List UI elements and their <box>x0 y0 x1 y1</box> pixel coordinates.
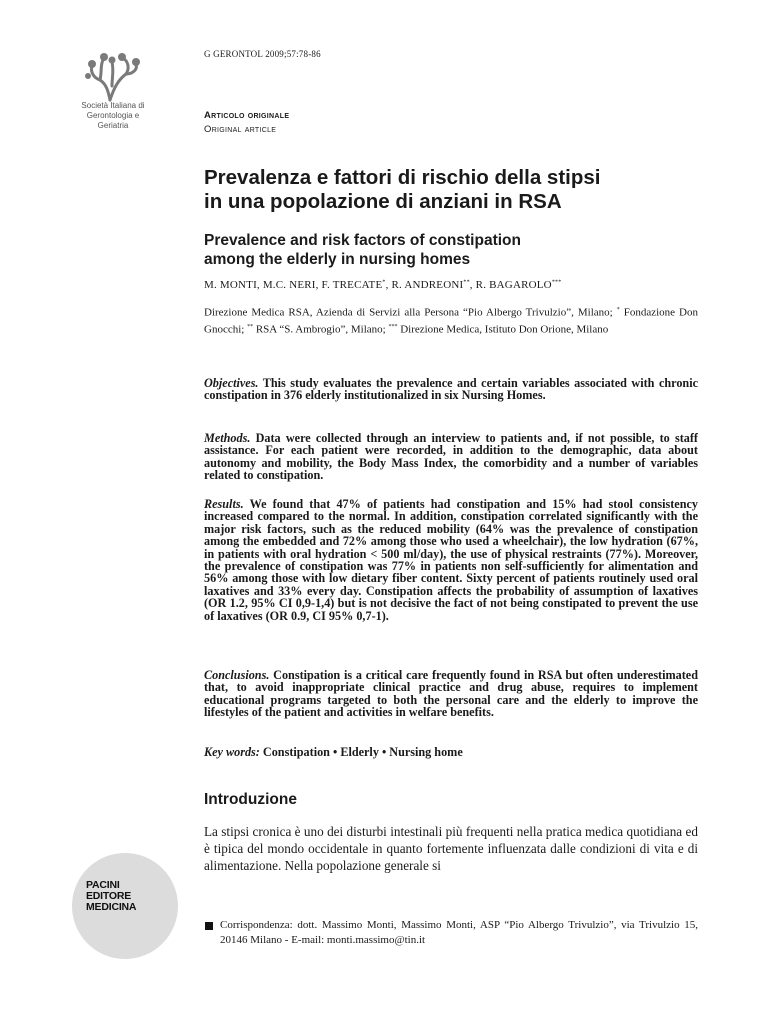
article-type-english: Original article <box>204 124 277 135</box>
society-name: Società Italiana di Gerontologia e Geriatria <box>81 101 145 130</box>
journal-reference: G GERONTOL 2009;57:78-86 <box>204 49 321 59</box>
author-affiliations: Direzione Medica RSA, Azienda di Servizi alla Persona “Pio Albergo Trivulzio”, Milano; * Fondazione Don Gnocchi; ** RSA “S. Ambrogio”, Milano; *** Direzione Medica, Istituto Don Orione, Milano <box>204 306 698 336</box>
section-heading-introduction: Introduzione <box>204 791 297 808</box>
author-list: M. MONTI, M.C. NERI, F. TRECATE*, R. ANDREONI**, R. BAGAROLO*** <box>204 279 562 291</box>
abstract-results: Results. We found that 47% of patients had constipation and 15% had stool consistency increased compared to the normal. In addition, constipation correlated significantly with the major risk factors, such as the reduced mobility (64% was the prevalence of constipation among the embedded and 72% among those who used a wheelchair), the low hydration (67%, in patients with oral hydration < 500 ml/day), the use of physical restraints (77%). Moreover, the prevalence of constipation was 77% in patients non self-sufficiently for alimentation and 56% among those with low dietary fiber content. Sixty percent of patients routinely used oral laxatives and 33% every day. Constipation affects the probability of assumption of laxatives (OR 1.2, 95% CI 0,9-1,4) but is not decisive the fact of not being constipated to prevent the use of laxatives (OR 0.9, CI 95% 0,7-1). <box>204 497 698 623</box>
abstract-conclusions: Conclusions. Constipation is a critical care frequently found in RSA but often underestimated that, to avoid inappropriate clinical practice and drug abuse, requires to implement educational programs targeted to both the personal care and the elderly to improve the lifestyles of the patient and activities in welfare benefits. <box>204 668 698 720</box>
correspondence-footnote: Corrispondenza: dott. Massimo Monti, Massimo Monti, ASP “Pio Albergo Trivulzio”, via Trivulzio 15, 20146 Milano - E-mail: monti.massimo@tin.it <box>220 919 698 946</box>
article-type-italian: Articolo originale <box>204 110 290 121</box>
abstract-methods: Methods. Data were collected through an interview to patients and, if not possible, to staff assistance. For each patient were recorded, in addition to the demographic, data about autonomy and mobility, the Body Mass Index, the comorbidity and a number of variables related to constipation. <box>204 431 698 483</box>
article-title: Prevalenza e fattori di rischio della stipsi in una popolazione di anziani in RSA <box>204 166 601 213</box>
article-subtitle: Prevalence and risk factors of constipation among the elderly in nursing homes <box>204 232 521 268</box>
publisher-name: PACINI EDITORE MEDICINA <box>86 879 137 913</box>
footnote-square-icon <box>205 922 213 930</box>
introduction-text: La stipsi cronica è uno dei disturbi intestinali più frequenti nella pratica medica quotidiana ed è tipica del mondo occidentale in quanto fortemente influenzata dalle condizioni di vita e di alimentazione. Nella popolazione generale si <box>204 824 698 873</box>
sigg-tree-logo-icon <box>82 50 144 102</box>
keywords: Key words: Constipation • Elderly • Nursing home <box>204 745 463 759</box>
abstract-objectives: Objectives. This study evaluates the prevalence and certain variables associated with chronic constipation in 376 elderly institutionalized in six Nursing Homes. <box>204 376 698 403</box>
